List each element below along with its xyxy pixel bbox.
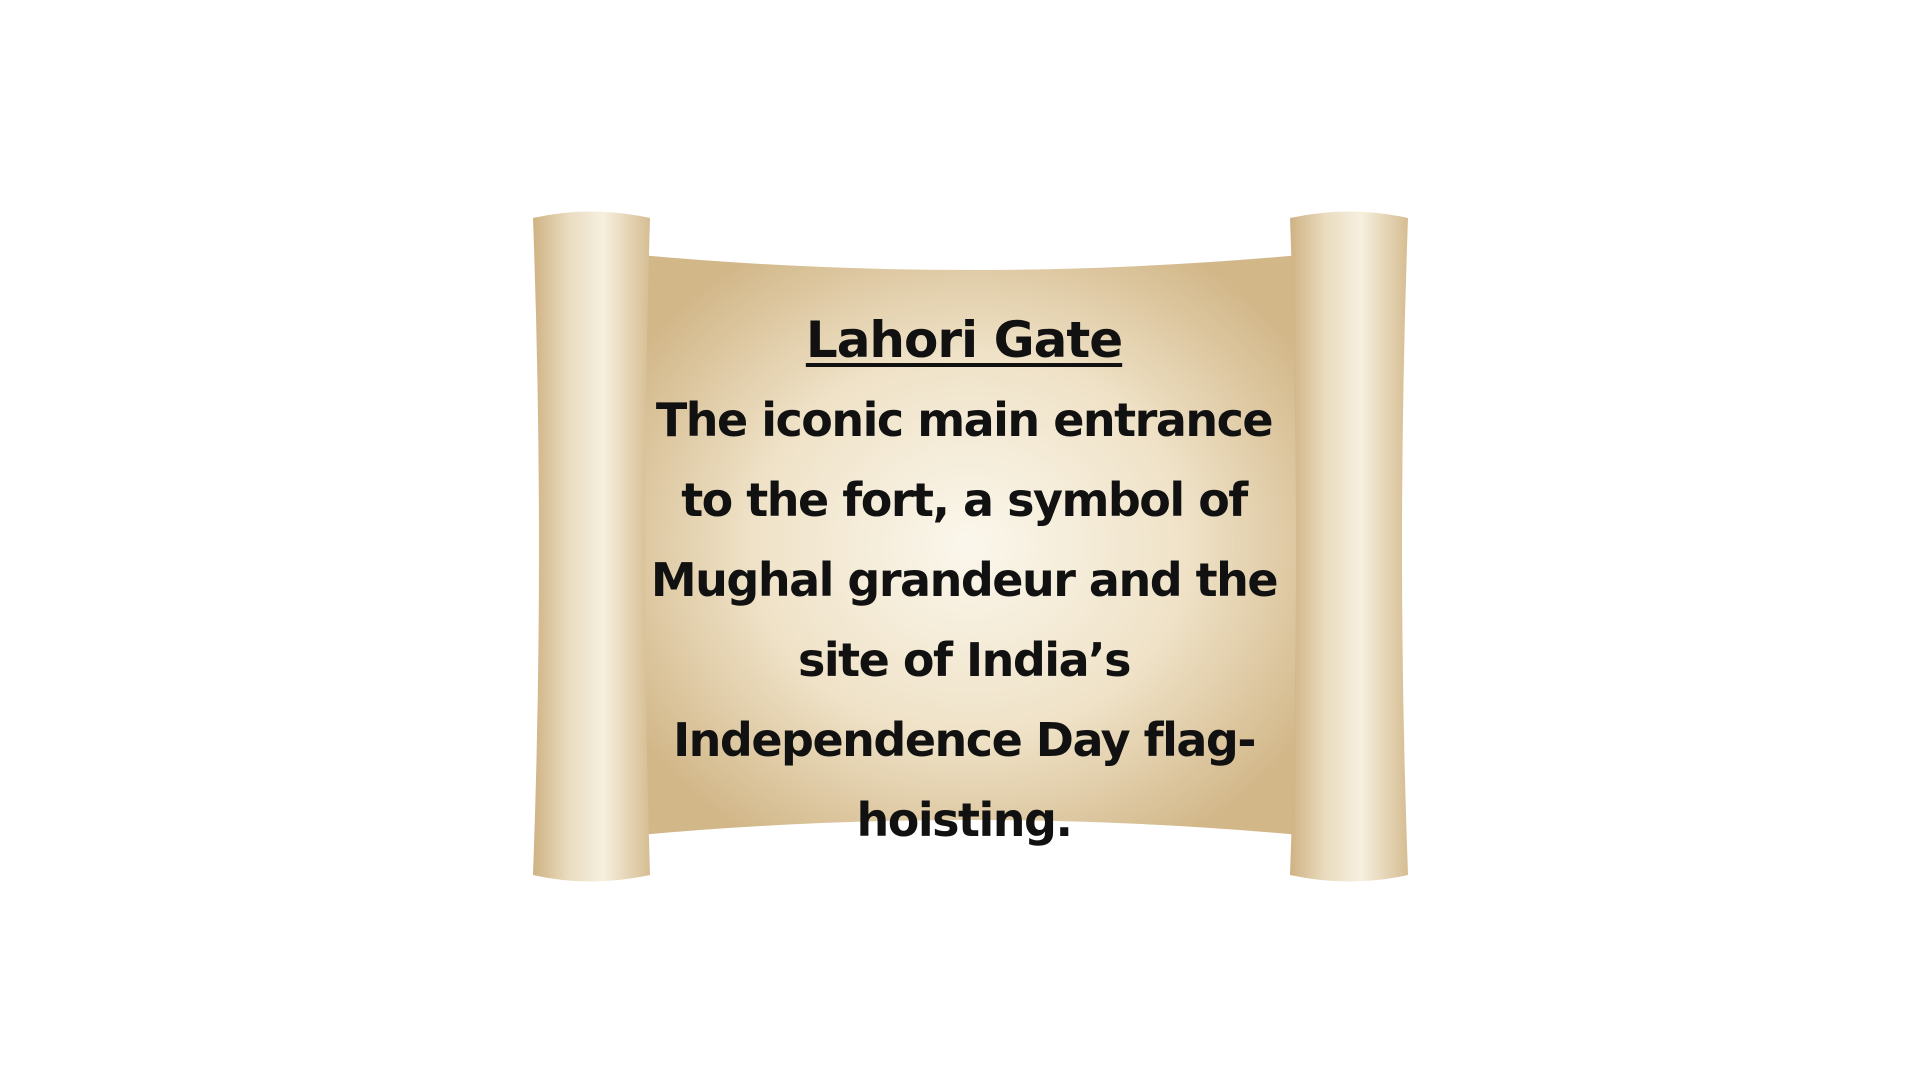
- scroll-title: Lahori Gate: [805, 311, 1123, 369]
- scroll-text-block: [634, 300, 1294, 860]
- left-scroll-roll: [533, 212, 650, 882]
- scroll-description: The iconic main entrance to the fort, a symbol of Mughal grandeur and the site of India’s Independence Day flag-hoisting.: [650, 393, 1278, 847]
- right-scroll-roll: [1290, 212, 1408, 882]
